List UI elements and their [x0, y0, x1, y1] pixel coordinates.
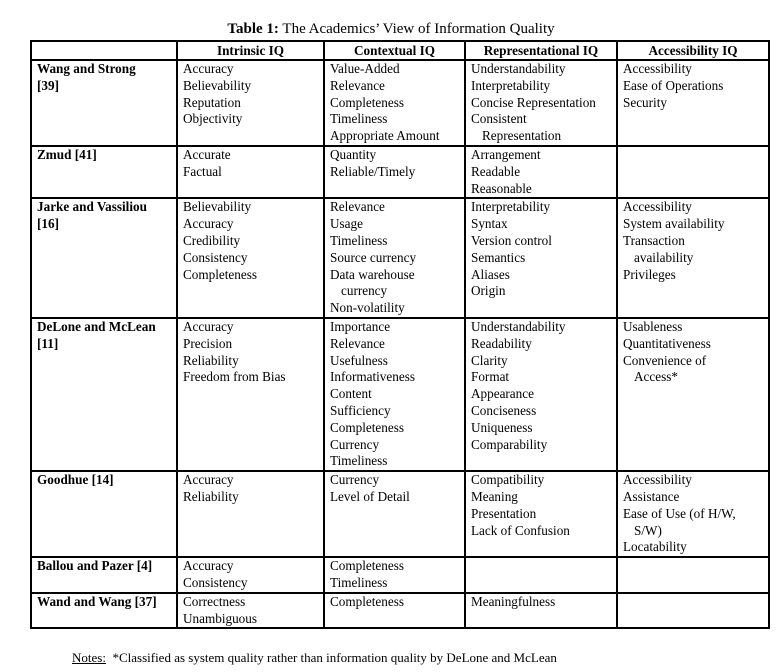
cell-line: Timeliness — [330, 453, 388, 469]
cell-line: Accessibility — [623, 199, 692, 215]
cell-line: Accurate — [183, 146, 231, 162]
cell-line: Accuracy — [183, 318, 234, 334]
table-row — [31, 557, 769, 593]
intrinsic-iq-cell — [177, 60, 324, 146]
cell-line: Reliability — [183, 488, 239, 504]
cell-line: Relevance — [330, 77, 385, 93]
cell-line: Security — [623, 94, 667, 110]
source-cell — [31, 593, 177, 629]
cell-line: Understandability — [471, 318, 566, 334]
table-row — [31, 593, 769, 629]
cell-line: Reliable/Timely — [330, 163, 416, 179]
notes-text: *Classified as system quality rather than information quality by DeLone and McLean — [105, 650, 557, 665]
cell-line: Currency — [330, 472, 380, 488]
header-row — [31, 41, 769, 60]
caption-label: Table 1: — [227, 21, 279, 37]
cell-line: Believability — [183, 199, 252, 215]
cell-line: Completeness — [330, 593, 404, 609]
source-line: Zmud [41] — [37, 146, 97, 162]
contextual-iq-cell — [324, 198, 465, 318]
table-notes — [72, 650, 557, 666]
source-line: Jarke and Vassiliou — [37, 199, 147, 215]
header-contextual-iq: Contextual IQ — [324, 41, 465, 60]
source-cell — [31, 318, 177, 471]
information-quality-table — [30, 40, 770, 629]
cell-line: Unambiguous — [183, 610, 257, 626]
cell-line: Reliability — [183, 352, 239, 368]
cell-line: Origin — [471, 283, 506, 299]
cell-line: Comparability — [471, 436, 548, 452]
cell-line: Readability — [471, 335, 532, 351]
header-intrinsic-iq: Intrinsic IQ — [177, 41, 324, 60]
cell-line: Accessibility — [623, 472, 692, 488]
table-row — [31, 318, 769, 471]
cell-line: Understandability — [471, 61, 566, 76]
cell-line: Non-volatility — [330, 300, 405, 316]
cell-line: Meaning — [471, 488, 518, 504]
cell-line: Freedom from Bias — [183, 369, 286, 385]
cell-line: Clarity — [471, 352, 508, 368]
representational-iq-cell — [465, 318, 617, 471]
cell-line: Convenience of — [623, 352, 707, 368]
cell-line: Assistance — [623, 488, 680, 504]
cell-line: Consistency — [183, 249, 248, 265]
table-caption — [0, 20, 782, 38]
cell-line: Completeness — [183, 266, 257, 282]
cell-line: Correctness — [183, 593, 246, 609]
cell-line: Relevance — [330, 199, 385, 215]
cell-line: Sufficiency — [330, 402, 391, 418]
cell-line: Level of Detail — [330, 488, 410, 504]
cell-line: Access* — [634, 369, 678, 385]
cell-line: Format — [471, 369, 510, 385]
cell-line: Compatibility — [471, 472, 545, 488]
cell-line: Accessibility — [623, 61, 692, 76]
cell-line: Conciseness — [471, 402, 537, 418]
cell-line: Reasonable — [471, 180, 532, 196]
contextual-iq-cell — [324, 60, 465, 146]
cell-line: Source currency — [330, 249, 417, 265]
accessibility-iq-cell — [617, 60, 769, 146]
cell-line: Completeness — [330, 558, 404, 574]
accessibility-iq-cell — [617, 557, 769, 593]
cell-line: Believability — [183, 77, 252, 93]
source-cell — [31, 60, 177, 146]
cell-line: S/W) — [634, 522, 662, 538]
source-line: [39] — [37, 77, 59, 93]
cell-line: Credibility — [183, 232, 241, 248]
accessibility-iq-cell — [617, 146, 769, 198]
source-line: Goodhue [14] — [37, 472, 114, 488]
contextual-iq-cell — [324, 593, 465, 629]
cell-line: Privileges — [623, 266, 676, 282]
representational-iq-cell — [465, 557, 617, 593]
table-row — [31, 471, 769, 557]
cell-line: Importance — [330, 318, 391, 334]
cell-line: Version control — [471, 232, 552, 248]
cell-line: Usableness — [623, 318, 683, 334]
cell-line: Lack of Confusion — [471, 522, 570, 538]
accessibility-iq-cell — [617, 318, 769, 471]
cell-line: Objectivity — [183, 111, 243, 127]
cell-line: Precision — [183, 335, 233, 351]
contextual-iq-cell — [324, 146, 465, 198]
header-representational-iq: Representational IQ — [465, 41, 617, 60]
source-line: [16] — [37, 216, 59, 232]
cell-line: Transaction — [623, 232, 685, 248]
intrinsic-iq-cell — [177, 318, 324, 471]
intrinsic-iq-cell — [177, 557, 324, 593]
intrinsic-iq-cell — [177, 471, 324, 557]
contextual-iq-cell — [324, 318, 465, 471]
intrinsic-iq-cell — [177, 146, 324, 198]
cell-line: Appearance — [471, 386, 534, 402]
caption-title: The Academics’ View of Information Quality — [278, 21, 555, 37]
cell-line: Completeness — [330, 419, 404, 435]
cell-line: availability — [634, 249, 694, 265]
cell-line: System availability — [623, 216, 725, 232]
cell-line: Informativeness — [330, 369, 415, 385]
source-line: DeLone and McLean — [37, 318, 156, 334]
source-cell — [31, 146, 177, 198]
table-row — [31, 60, 769, 146]
cell-line: Consistency — [183, 574, 248, 590]
cell-line: Quantitativeness — [623, 335, 711, 351]
cell-line: Consistent — [471, 111, 527, 127]
representational-iq-cell — [465, 60, 617, 146]
cell-line: Meaningfulness — [471, 593, 556, 609]
cell-line: Readable — [471, 163, 521, 179]
cell-line: Appropriate Amount — [330, 128, 440, 144]
cell-line: Accuracy — [183, 558, 234, 574]
cell-line: Semantics — [471, 249, 526, 265]
source-line: Wang and Strong — [37, 61, 136, 76]
header-accessibility-iq: Accessibility IQ — [617, 41, 769, 60]
cell-line: currency — [341, 283, 388, 299]
cell-line: Timeliness — [330, 232, 388, 248]
cell-line: Accuracy — [183, 472, 234, 488]
cell-line: Content — [330, 386, 372, 402]
cell-line: Currency — [330, 436, 380, 452]
table-row — [31, 198, 769, 318]
contextual-iq-cell — [324, 471, 465, 557]
cell-line: Accuracy — [183, 216, 234, 232]
cell-line: Accuracy — [183, 61, 234, 76]
cell-line: Reputation — [183, 94, 241, 110]
source-cell — [31, 198, 177, 318]
table-body — [31, 60, 769, 628]
accessibility-iq-cell — [617, 471, 769, 557]
accessibility-iq-cell — [617, 593, 769, 629]
cell-line: Timeliness — [330, 574, 388, 590]
cell-line: Data warehouse — [330, 266, 415, 282]
cell-line: Interpretability — [471, 77, 551, 93]
source-line: Wand and Wang [37] — [37, 593, 157, 609]
source-cell — [31, 557, 177, 593]
contextual-iq-cell — [324, 557, 465, 593]
representational-iq-cell — [465, 471, 617, 557]
cell-line: Arrangement — [471, 146, 541, 162]
cell-line: Concise Representation — [471, 94, 596, 110]
cell-line: Ease of Use (of H/W, — [623, 505, 736, 521]
cell-line: Interpretability — [471, 199, 551, 215]
intrinsic-iq-cell — [177, 198, 324, 318]
table-row — [31, 146, 769, 198]
cell-line: Usefulness — [330, 352, 388, 368]
cell-line: Completeness — [330, 94, 404, 110]
notes-label: Notes: — [72, 650, 106, 665]
cell-line: Aliases — [471, 266, 510, 282]
cell-line: Value-Added — [330, 61, 400, 76]
cell-line: Syntax — [471, 216, 508, 232]
cell-line: Factual — [183, 163, 222, 179]
accessibility-iq-cell — [617, 198, 769, 318]
cell-line: Locatability — [623, 539, 687, 555]
cell-line: Uniqueness — [471, 419, 533, 435]
source-cell — [31, 471, 177, 557]
representational-iq-cell — [465, 146, 617, 198]
header-source — [31, 41, 177, 60]
cell-line: Quantity — [330, 146, 377, 162]
source-line: Ballou and Pazer [4] — [37, 558, 153, 574]
representational-iq-cell — [465, 593, 617, 629]
cell-line: Ease of Operations — [623, 77, 724, 93]
representational-iq-cell — [465, 198, 617, 318]
source-line: [11] — [37, 335, 59, 351]
cell-line: Relevance — [330, 335, 385, 351]
cell-line: Presentation — [471, 505, 537, 521]
cell-line: Timeliness — [330, 111, 388, 127]
cell-line: Usage — [330, 216, 363, 232]
cell-line: Representation — [482, 128, 562, 144]
intrinsic-iq-cell — [177, 593, 324, 629]
